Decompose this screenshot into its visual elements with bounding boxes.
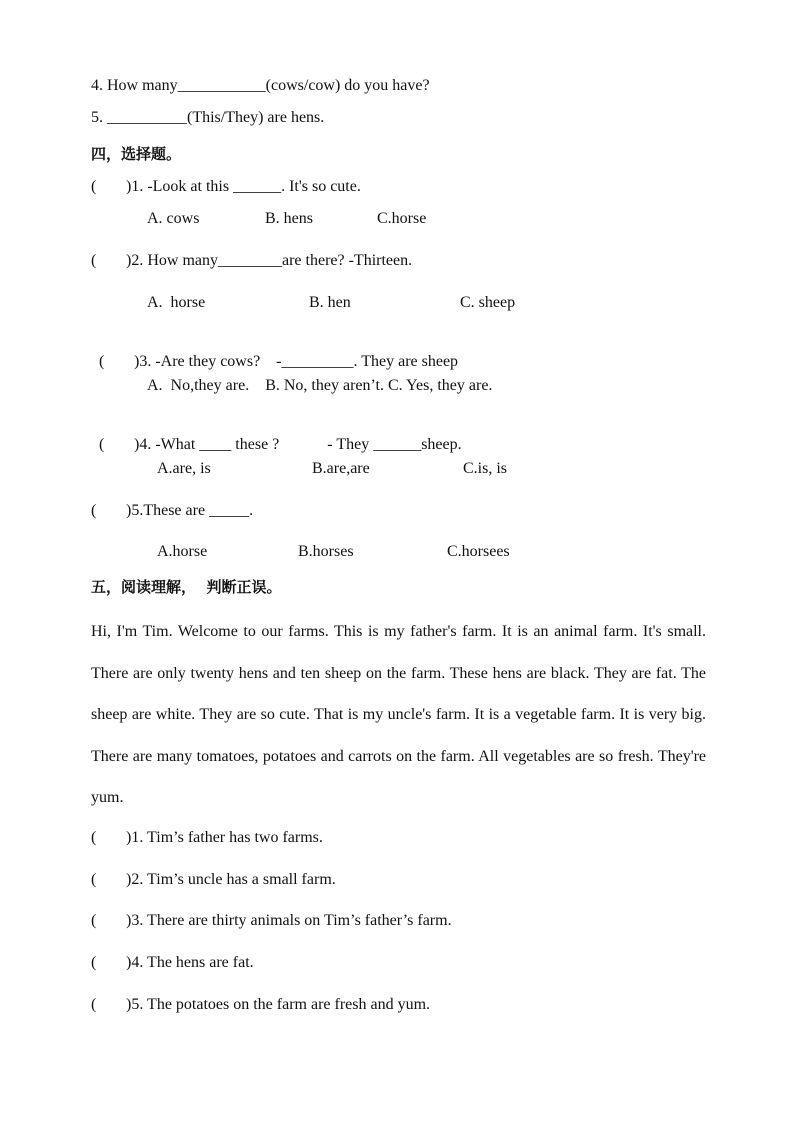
statement-text: )2. Tim’s uncle has a small farm. — [126, 871, 336, 888]
q4-option-a: A.are, is — [157, 460, 211, 477]
q2-option-b: B. hen — [309, 294, 351, 311]
question-text: )4. -What ____ these ? - They ______sheep. — [134, 436, 462, 453]
question-text: )1. -Look at this ______. It's so cute. — [126, 178, 361, 195]
choice-question-4 — [91, 418, 462, 454]
question-text: )5.These are _____. — [126, 502, 254, 519]
answer-paren: ( — [99, 436, 105, 453]
question-text: )2. How many________are there? -Thirteen. — [126, 252, 413, 269]
q2-option-c: C. sheep — [460, 294, 516, 311]
statement-text: )5. The potatoes on the farm are fresh and yum. — [126, 996, 431, 1013]
q4-option-b: B.are,are — [312, 460, 370, 477]
section-four-heading: 四，选择题。 — [91, 145, 182, 163]
judge-statement-2 — [91, 871, 336, 889]
q1-option-c: C.horse — [377, 210, 427, 227]
judge-statement-5 — [91, 996, 430, 1014]
answer-paren: ( — [91, 252, 97, 269]
answer-paren: ( — [91, 912, 97, 929]
q5-option-b: B.horses — [298, 543, 354, 560]
judge-statement-3 — [91, 912, 452, 930]
choice-question-1 — [91, 178, 361, 196]
answer-paren: ( — [91, 502, 97, 519]
answer-paren: ( — [91, 954, 97, 971]
choice-question-2 — [91, 252, 412, 270]
q5-option-a: A.horse — [157, 543, 208, 560]
statement-text: )4. The hens are fat. — [126, 954, 254, 971]
judge-statement-4 — [91, 954, 254, 972]
q1-option-b: B. hens — [265, 210, 313, 227]
answer-paren: ( — [91, 829, 97, 846]
statement-text: )1. Tim’s father has two farms. — [126, 829, 323, 846]
reading-passage: Hi, I'm Tim. Welcome to our farms. This is my father's farm. It is an animal farm. It's small. There are only twenty hens and ten sheep on the farm. These hens are black. They are fat. The sheep are white. They are so cute. That is my uncle's farm. It is a vegetable farm. It is very big. There are many tomatoes, potatoes and carrots on the farm. All vegetables are so fresh. They're yum. — [91, 623, 706, 806]
question-text: )3. -Are they cows? -_________. They are sheep — [134, 353, 459, 370]
q5-option-c: C.horsees — [447, 543, 510, 560]
answer-paren: ( — [91, 871, 97, 888]
fill-blank-item-5: 5. __________(This/They) are hens. — [91, 109, 325, 126]
answer-paren: ( — [91, 178, 97, 195]
choice-question-5 — [91, 502, 253, 520]
judge-statement-1 — [91, 829, 323, 847]
section-five-heading: 五，阅读理解， 判断正误。 — [91, 578, 282, 596]
q2-option-a: A. horse — [147, 294, 206, 311]
answer-paren: ( — [91, 996, 97, 1013]
fill-blank-item-4: 4. How many___________(cows/cow) do you have? — [91, 77, 430, 94]
answer-paren: ( — [99, 353, 105, 370]
q3-options: A. No,they are. B. No, they aren’t. C. Yes, they are. — [147, 377, 493, 394]
q4-option-c: C.is, is — [463, 460, 508, 477]
statement-text: )3. There are thirty animals on Tim’s father’s farm. — [126, 912, 452, 929]
q1-option-a: A. cows — [147, 210, 200, 227]
choice-question-3 — [91, 335, 458, 371]
